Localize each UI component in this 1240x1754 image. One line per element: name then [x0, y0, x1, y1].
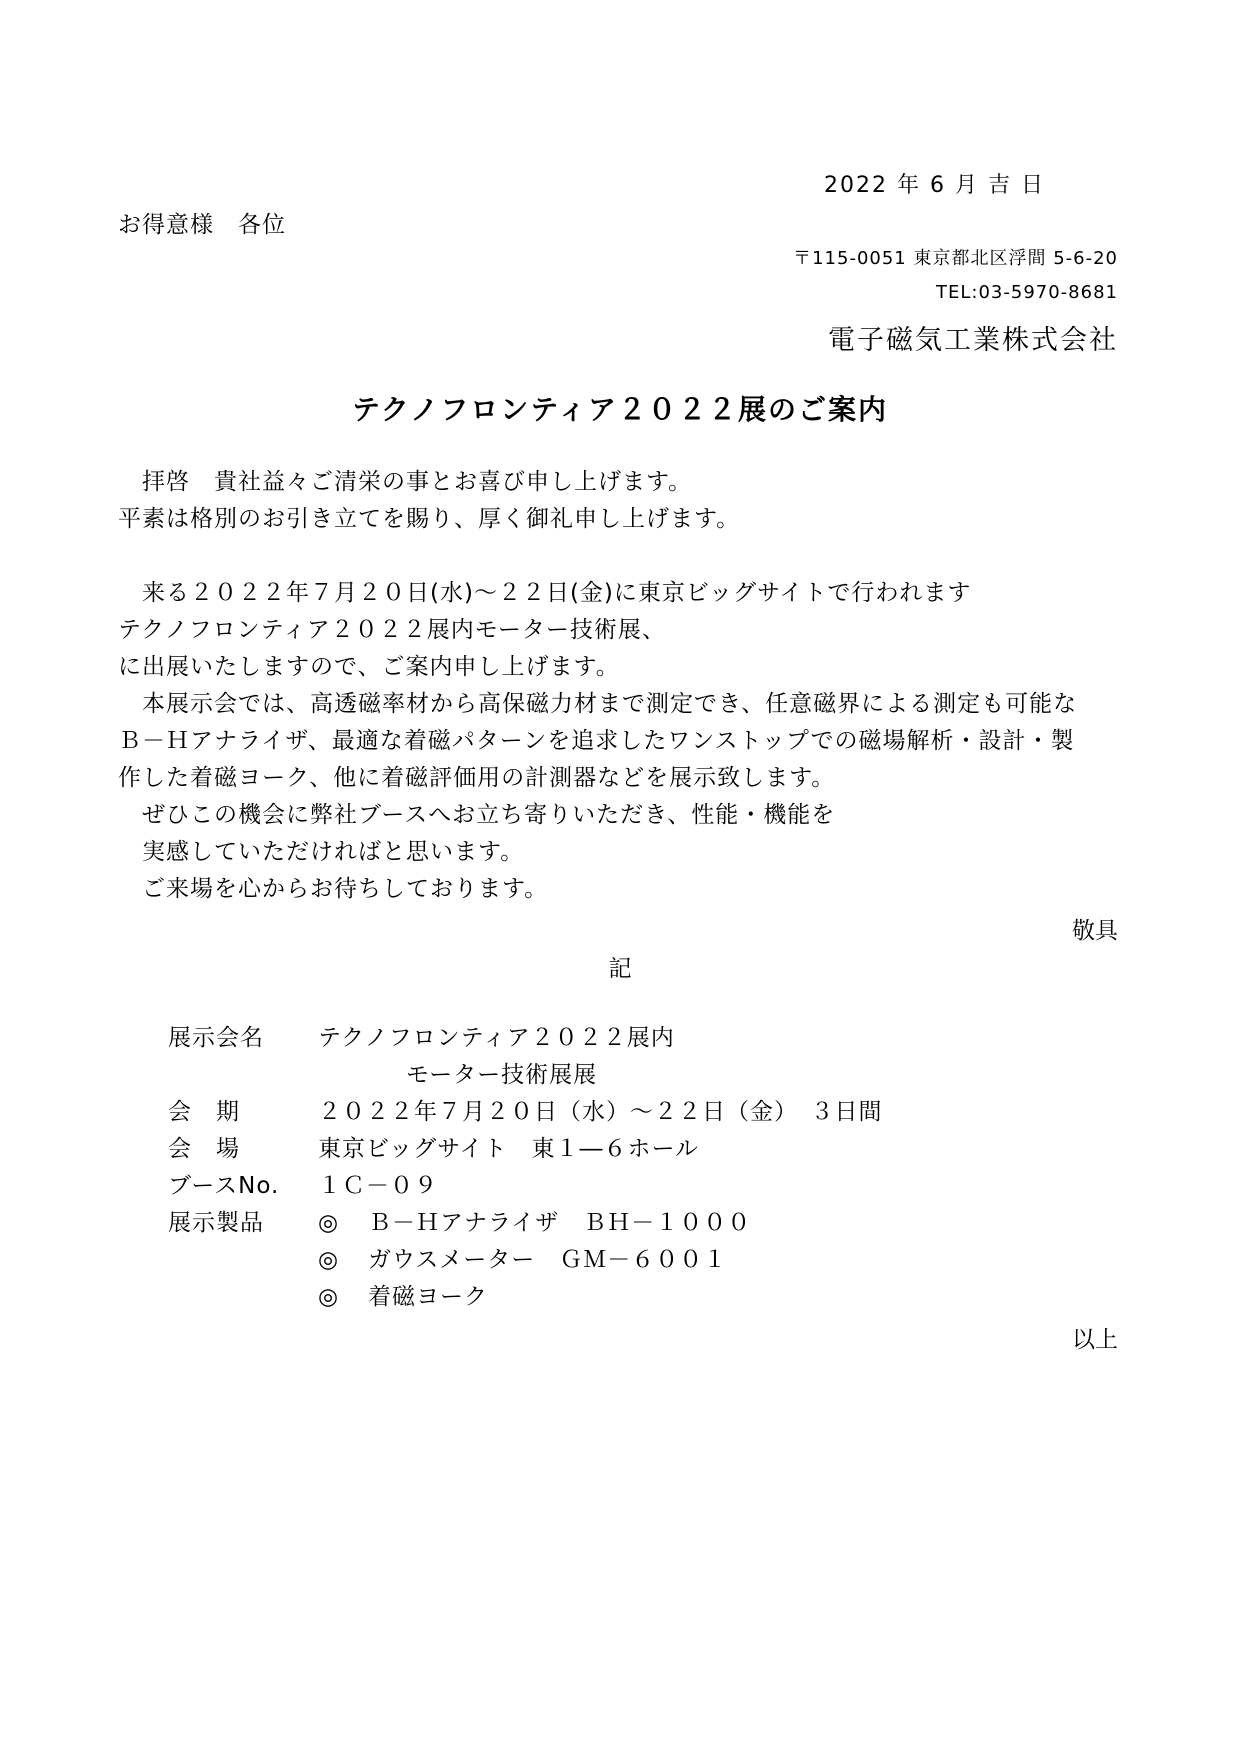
main-line: 実感していただければと思います。 — [118, 839, 525, 865]
period-label: 会 期 — [168, 1099, 240, 1125]
venue-value: 東京ビッグサイト 東１―６ホール — [318, 1136, 700, 1162]
greeting-line: 拝啓 貴社益々ご清栄の事とお喜び申し上げます。 — [118, 469, 693, 495]
greeting-paragraph — [118, 464, 740, 538]
main-line: ご来場を心からお待ちしております。 — [118, 876, 549, 902]
main-paragraph — [118, 575, 1077, 908]
venue-label: 会 場 — [168, 1136, 240, 1162]
period-value: ２０２２年７月２０日（水）～２２日（金） ３日間 — [318, 1099, 883, 1125]
exhibition-label: 展示会名 — [168, 1025, 264, 1051]
bullet-mark: ◎ — [318, 1284, 340, 1310]
document-date: 2022 年 6 月 吉 日 — [824, 173, 1045, 198]
main-line: に出展いたしますので、ご案内申し上げます。 — [118, 654, 620, 680]
main-line: Ｂ－Ｈアナライザ、最適な着磁パターンを追求したワンストップでの磁場解析・設計・製 — [118, 728, 1075, 754]
document-title: テクノフロンティア２０２２展のご案内 — [351, 393, 889, 426]
recipient: お得意様 各位 — [118, 212, 286, 238]
main-line: ぜひこの機会に弊社ブースへお立ち寄りいただき、性能・機能を — [118, 802, 836, 828]
products-label: 展示製品 — [168, 1210, 264, 1236]
sender-company: 電子磁気工業株式会社 — [828, 325, 1118, 356]
end-ijou: 以上 — [1072, 1327, 1118, 1353]
booth-label: ブースNo. — [168, 1173, 280, 1199]
exhibition-value-2: モーター技術展展 — [406, 1062, 598, 1088]
sender-address: 〒115-0051 東京都北区浮間 5-6-20 — [793, 248, 1118, 269]
main-line: 本展示会では、高透磁率材から高保磁力材まで測定でき、任意磁界による測定も可能な — [118, 691, 1078, 717]
main-line: 作した着磁ヨーク、他に着磁評価用の計測器などを展示致します。 — [118, 765, 836, 791]
bullet-mark: ◎ — [318, 1210, 340, 1236]
product-item: ガウスメーター ＧＭ－６００１ — [368, 1247, 728, 1273]
sender-tel: TEL:03-5970-8681 — [936, 282, 1118, 303]
closing-keigu: 敬具 — [1072, 918, 1118, 944]
greeting-line: 平素は格別のお引き立てを賜り、厚く御礼申し上げます。 — [118, 506, 741, 532]
product-item: 着磁ヨーク — [368, 1284, 488, 1310]
ki-heading: 記 — [608, 956, 632, 982]
booth-value: １Ｃ－０９ — [318, 1173, 438, 1199]
main-line: テクノフロンティア２０２２展内モーター技術展、 — [118, 617, 666, 643]
product-item: Ｂ－Ｈアナライザ ＢＨ－１０００ — [368, 1210, 752, 1236]
main-line: 来る２０２２年７月２０日(水)～２２日(金)に東京ビッグサイトで行われます — [118, 580, 972, 606]
exhibition-value: テクノフロンティア２０２２展内 — [318, 1025, 675, 1051]
bullet-mark: ◎ — [318, 1247, 340, 1273]
